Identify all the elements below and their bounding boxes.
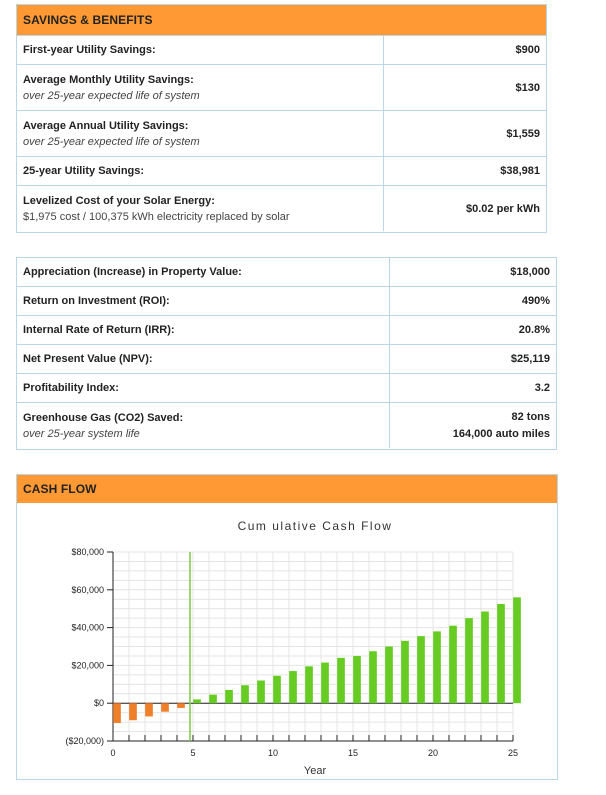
savings-benefits-panel <box>16 4 547 233</box>
bar-year-11 <box>289 671 297 703</box>
savings-benefits-header: SAVINGS & BENEFITS <box>17 5 546 35</box>
table-row <box>17 186 546 232</box>
cash-flow-header: CASH FLOW <box>17 475 557 503</box>
table-row <box>17 316 556 345</box>
bar-year-20 <box>433 631 441 703</box>
bar-year-24 <box>497 604 505 703</box>
row-value: $38,981 <box>383 157 546 186</box>
row-label: Internal Rate of Return (IRR): <box>17 316 389 345</box>
bar-year-23 <box>481 612 489 704</box>
x-axis-label: Year <box>303 765 327 777</box>
table-row <box>17 374 556 403</box>
row-label: Greenhouse Gas (CO2) Saved: over 25-year system life <box>17 403 389 449</box>
bar-year-5 <box>193 699 201 703</box>
row-value: 3.2 <box>389 374 556 403</box>
y-tick-label: $60,000 <box>71 584 104 595</box>
x-tick-label: 5 <box>190 748 196 758</box>
row-label: First-year Utility Savings: <box>17 36 383 65</box>
bar-year-13 <box>321 663 329 704</box>
table-row <box>17 287 556 316</box>
y-tick-label: $20,000 <box>71 660 104 671</box>
chart-title: Cum ulative Cash Flow <box>237 519 393 533</box>
row-label: Profitability Index: <box>17 374 389 403</box>
returns-table <box>17 258 556 448</box>
y-tick-label: ($20,000) <box>65 736 104 746</box>
x-tick-label: 10 <box>267 748 279 758</box>
row-label: Average Annual Utility Savings: over 25-year expected life of system <box>17 111 383 157</box>
bar-year-18 <box>401 641 409 703</box>
bar-year-19 <box>417 636 425 703</box>
row-value: $25,119 <box>389 345 556 374</box>
bar-year-7 <box>225 690 233 703</box>
table-row <box>17 36 546 65</box>
bar-year-25 <box>513 597 521 703</box>
cumulative-cash-flow-chart <box>16 502 558 779</box>
row-value: $130 <box>383 65 546 111</box>
row-value: $900 <box>383 36 546 65</box>
bar-year-21 <box>449 626 457 703</box>
bar-year-9 <box>257 681 265 704</box>
returns-panel <box>16 257 557 450</box>
table-row <box>17 65 546 111</box>
table-row <box>17 258 556 287</box>
row-value: $1,559 <box>383 111 546 157</box>
row-value: $0.02 per kWh <box>383 186 546 232</box>
bar-year-22 <box>465 618 473 703</box>
savings-table <box>17 35 546 231</box>
x-tick-label: 20 <box>427 748 439 758</box>
bar-year-2 <box>145 703 153 716</box>
bar-year-8 <box>241 685 249 703</box>
row-value: 82 tons 164,000 auto miles <box>389 403 556 449</box>
bar-year-10 <box>273 676 281 703</box>
y-tick-label: $40,000 <box>71 622 104 633</box>
bar-year-17 <box>385 647 393 704</box>
row-label: Average Monthly Utility Savings: over 25-year expected life of system <box>17 65 383 111</box>
row-label: 25-year Utility Savings: <box>17 157 383 186</box>
row-value: 490% <box>389 287 556 316</box>
bar-year-14 <box>337 658 345 703</box>
table-row <box>17 345 556 374</box>
bar-year-12 <box>305 666 313 703</box>
row-label: Return on Investment (ROI): <box>17 287 389 316</box>
x-tick-label: 15 <box>347 748 359 758</box>
table-row <box>17 157 546 186</box>
x-tick-label: 25 <box>507 748 519 758</box>
bar-year-1 <box>129 703 137 720</box>
bar-year-15 <box>353 656 361 703</box>
row-value: 20.8% <box>389 316 556 345</box>
row-label: Net Present Value (NPV): <box>17 345 389 374</box>
y-tick-label: $0 <box>93 698 104 709</box>
bar-year-4 <box>177 703 185 708</box>
bar-year-6 <box>209 695 217 704</box>
x-tick-label: 0 <box>110 748 116 758</box>
row-label: Levelized Cost of your Solar Energy: $1,975 cost / 100,375 kWh electricity replaced by solar <box>17 186 383 232</box>
table-row <box>17 403 556 449</box>
row-label: Appreciation (Increase) in Property Value: <box>17 258 389 287</box>
bar-year-0 <box>113 703 121 723</box>
bar-year-3 <box>161 703 169 712</box>
table-row <box>17 111 546 157</box>
row-value: $18,000 <box>510 266 550 278</box>
bar-year-16 <box>369 651 377 703</box>
y-tick-label: $80,000 <box>71 547 104 557</box>
